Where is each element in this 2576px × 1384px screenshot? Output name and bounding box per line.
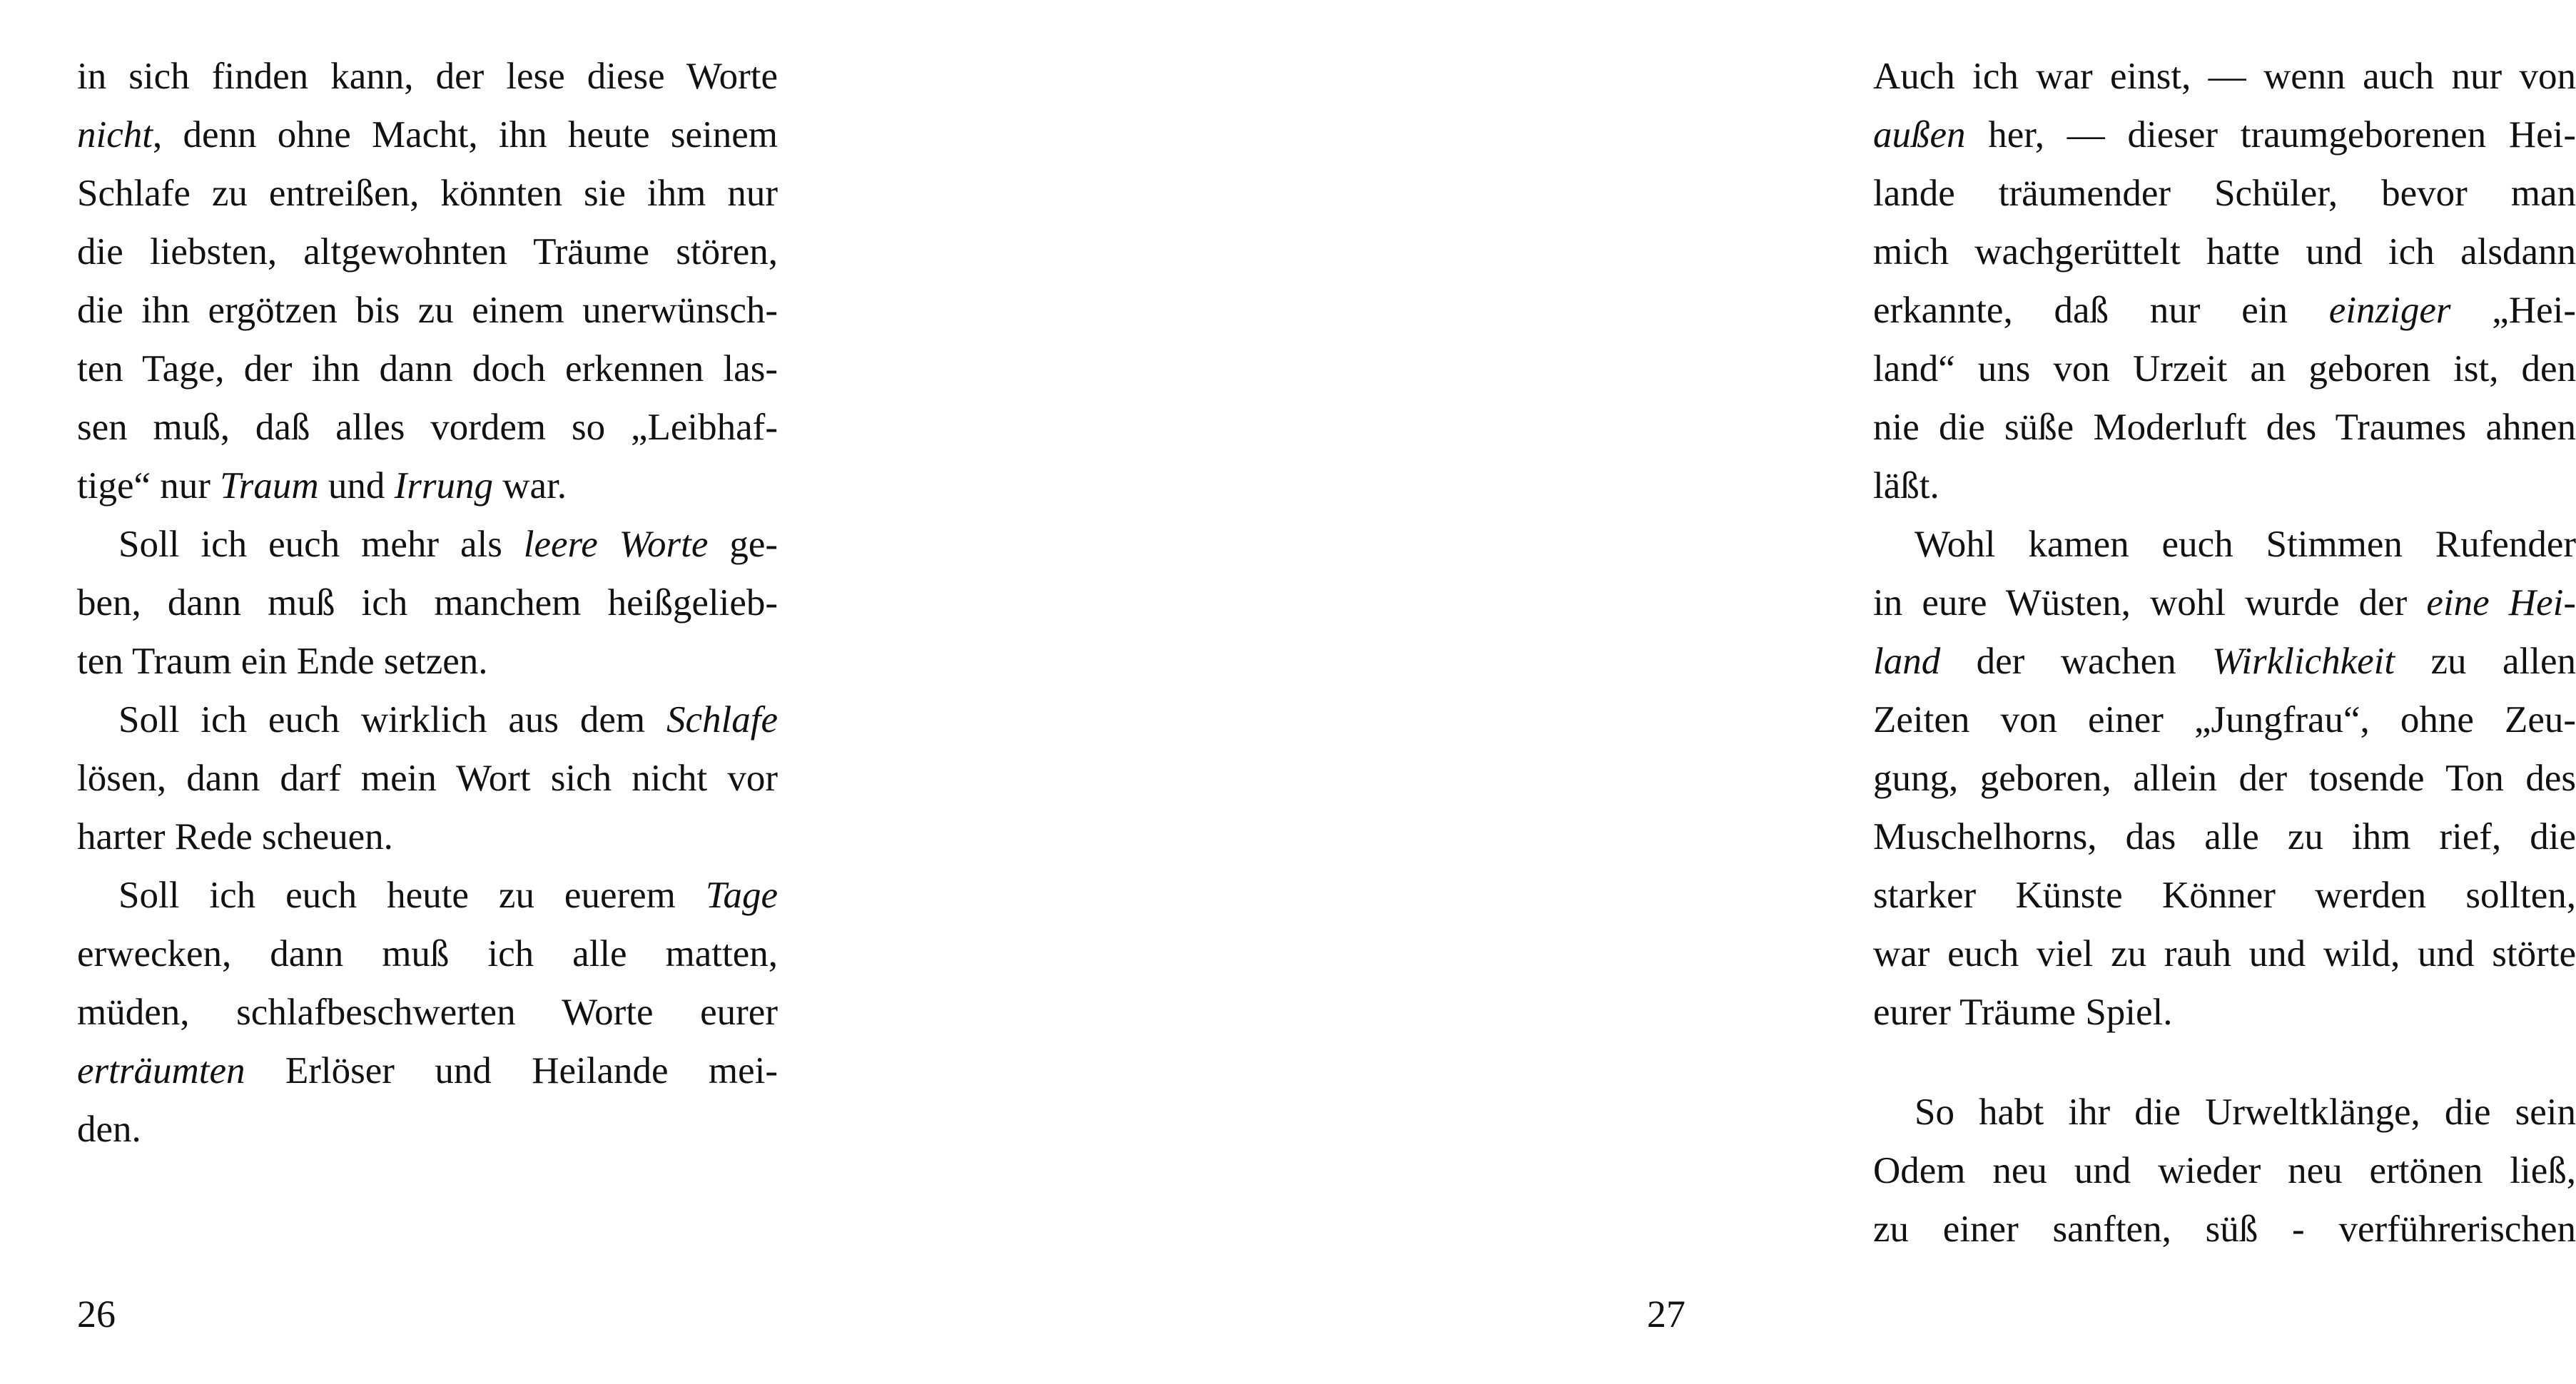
italic-emphasis: eine Hei- bbox=[2426, 582, 2576, 624]
text-line: außen her, — dieser traumgeborenen Hei- bbox=[1873, 114, 2576, 156]
text-line: Odem neu und wieder neu ertönen ließ, bbox=[1873, 1150, 2576, 1191]
text-line: war euch viel zu rauh und wild, und störte bbox=[1873, 933, 2576, 975]
text-line: erwecken, dann muß ich alle matten, bbox=[77, 933, 778, 975]
text-line: Zeiten von einer „Jungfrau“, ohne Zeu- bbox=[1873, 699, 2576, 741]
text-line: Soll ich euch wirklich aus dem Schlafe bbox=[118, 699, 778, 741]
italic-emphasis: einziger bbox=[2328, 290, 2451, 331]
text-line: ten Traum ein Ende setzen. bbox=[77, 641, 488, 682]
text-line: läßt. bbox=[1873, 465, 1939, 507]
italic-emphasis: leere Worte bbox=[523, 524, 709, 565]
text-line: harter Rede scheuen. bbox=[77, 816, 393, 858]
text-line: lande träumender Schüler, bevor man bbox=[1873, 173, 2576, 214]
italic-emphasis: Tage bbox=[705, 875, 778, 916]
italic-emphasis: nicht bbox=[77, 114, 153, 156]
text-line: So habt ihr die Urweltklänge, die sein bbox=[1915, 1092, 2576, 1133]
page-number: 26 bbox=[77, 1293, 116, 1335]
text-line: land der wachen Wirklichkeit zu allen bbox=[1873, 641, 2576, 682]
text-line: starker Künste Könner werden sollten, bbox=[1873, 875, 2576, 916]
text-line: lösen, dann darf mein Wort sich nicht vor bbox=[77, 758, 778, 799]
text-line: Wohl kamen euch Stimmen Rufender bbox=[1915, 524, 2576, 565]
text-line: land“ uns von Urzeit an geboren ist, den bbox=[1873, 348, 2576, 390]
text-line: die liebsten, altgewohnten Träume stören, bbox=[77, 231, 778, 273]
right-page bbox=[892, 0, 2576, 1384]
text-line: in sich finden kann, der lese diese Worte bbox=[77, 56, 778, 97]
italic-emphasis: Traum bbox=[220, 465, 319, 507]
text-line: Soll ich euch heute zu euerem Tage bbox=[118, 875, 778, 916]
text-line: sen muß, daß alles vordem so „Leibhaf- bbox=[77, 407, 778, 448]
text-line: ten Tage, der ihn dann doch erkennen las- bbox=[77, 348, 778, 390]
text-line: den. bbox=[77, 1109, 141, 1150]
text-line: eurer Träume Spiel. bbox=[1873, 992, 2173, 1033]
text-line: erkannte, daß nur ein einziger „Hei- bbox=[1873, 290, 2576, 331]
page-number: 27 bbox=[1647, 1293, 1685, 1335]
text-line: mich wachgerüttelt hatte und ich alsdann bbox=[1873, 231, 2576, 273]
left-page-text bbox=[77, 47, 778, 1159]
text-line: nicht, denn ohne Macht, ihn heute seinem bbox=[77, 114, 778, 156]
section-break bbox=[1873, 1042, 2576, 1083]
text-line: erträumten Erlöser und Heilande mei- bbox=[77, 1050, 778, 1092]
italic-emphasis: Wirklichkeit bbox=[2212, 641, 2395, 682]
text-line: nie die süße Moderluft des Traumes ahnen bbox=[1873, 407, 2576, 448]
text-line: gung, geboren, allein der tosende Ton des bbox=[1873, 758, 2576, 799]
text-line: in eure Wüsten, wohl wurde der eine Hei- bbox=[1873, 582, 2576, 624]
italic-emphasis: land bbox=[1873, 641, 1941, 682]
text-line: die ihn ergötzen bis zu einem unerwünsch- bbox=[77, 290, 778, 331]
text-line: Muschelhorns, das alle zu ihm rief, die bbox=[1873, 816, 2576, 858]
italic-emphasis: außen bbox=[1873, 114, 1966, 156]
text-line: ben, dann muß ich manchem heißgelieb- bbox=[77, 582, 778, 624]
text-line: müden, schlafbeschwerten Worte eurer bbox=[77, 992, 778, 1033]
text-line: Auch ich war einst, — wenn auch nur von bbox=[1873, 56, 2576, 97]
text-line: Schlafe zu entreißen, könnten sie ihm nur bbox=[77, 173, 778, 214]
text-line: tige“ nur Traum und Irrung war. bbox=[77, 465, 567, 507]
text-line: Soll ich euch mehr als leere Worte ge- bbox=[118, 524, 778, 565]
left-page bbox=[0, 0, 892, 1384]
right-page-text bbox=[1873, 47, 2576, 1258]
italic-emphasis: Schlafe bbox=[666, 699, 778, 741]
italic-emphasis: erträumten bbox=[77, 1050, 245, 1092]
italic-emphasis: Irrung bbox=[394, 465, 494, 507]
text-line: zu einer sanften, süß - verführerischen bbox=[1873, 1209, 2576, 1250]
